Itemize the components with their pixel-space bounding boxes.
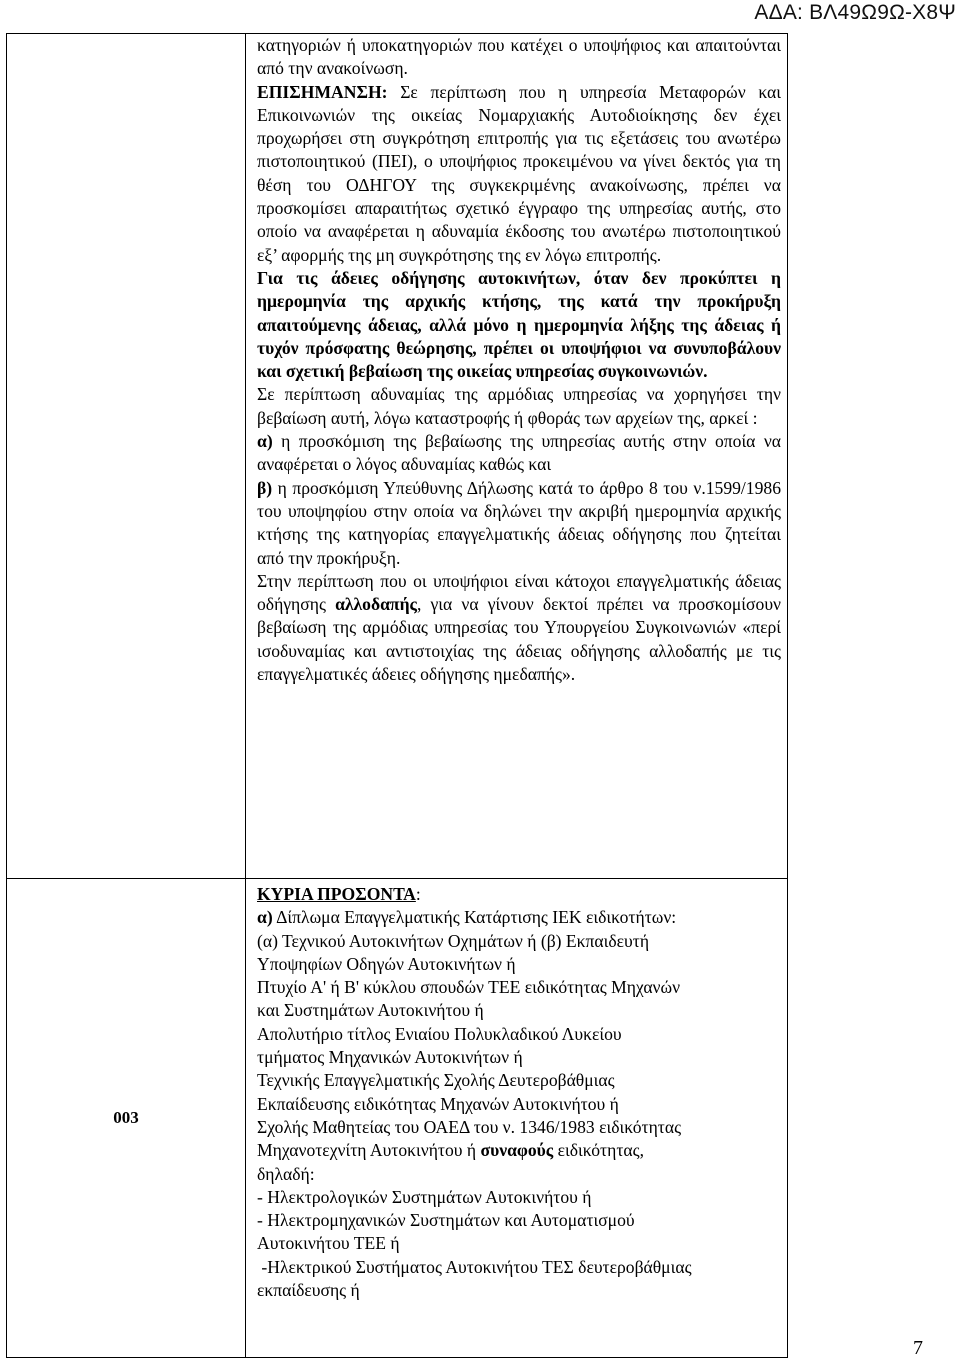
- inability-paragraph: Σε περίπτωση αδυναμίας της αρμόδιας υπηρεσίας να χορηγήσει την βεβαίωση αυτή, λόγω καταστροφής ή φθοράς των αρχείων της, αρκεί :: [257, 384, 781, 428]
- qualification-line: - Ηλεκτρομηχανικών Συστημάτων και Αυτοματισμού: [257, 1210, 635, 1231]
- position-code-cell: 003: [7, 879, 246, 1358]
- qualification-line: εκπαίδευσης ή: [257, 1280, 360, 1301]
- qualification-line: Μηχανοτεχνίτη Αυτοκινήτου ή συναφούς ειδικότητας,: [257, 1140, 644, 1161]
- qualification-line: (α) Τεχνικού Αυτοκινήτων Οχημάτων ή (β) Εκπαιδευτή: [257, 930, 650, 951]
- qualification-line: -Ηλεκτρικού Συστήματος Αυτοκινήτου ΤΕΣ δευτεροβάθμιας: [257, 1256, 692, 1277]
- main-qualifications-heading: ΚΥΡΙΑ ΠΡΟΣΟΝΤΑ:: [257, 884, 421, 904]
- qualification-line: Υποψηφίων Οδηγών Αυτοκινήτων ή: [257, 953, 516, 974]
- ada-code: ΑΔΑ: ΒΛ49Ω9Ω-Χ8Ψ: [754, 1, 956, 24]
- qualification-line: και Συστημάτων Αυτοκινήτου ή: [257, 1000, 484, 1021]
- qualification-line: Εκπαίδευσης ειδικότητας Μηχανών Αυτοκινήτου ή: [257, 1093, 619, 1114]
- qualification-line: Τεχνικής Επαγγελματικής Σχολής Δευτεροβάθμιας: [257, 1070, 615, 1091]
- position-code-cell: [7, 34, 246, 879]
- page-number: 7: [913, 1337, 923, 1359]
- table-row: [7, 879, 788, 1358]
- qualification-line: Σχολής Μαθητείας του ΟΑΕΔ του ν. 1346/1983 ειδικότητας: [257, 1116, 682, 1137]
- licence-date-paragraph: Για τις άδειες οδήγησης αυτοκινήτων, όταν δεν προκύπτει η ημερομηνία της αρχικής κτήσης, της κατά την προκήρυξη απαιτούμενης άδειας, αλλά μόνο η ημερομηνία λήξης της άδειας ή τυχόν πρόσφατης θεώρησης, πρέπει οι υποψήφιοι να συνυποβάλουν και σχετική βεβαίωση της οικείας υπηρεσίας συγκοινωνιών.: [257, 267, 781, 382]
- qualification-line: α) Δίπλωμα Επαγγελματικής Κατάρτισης ΙΕΚ ειδικοτήτων:: [257, 907, 677, 928]
- qualification-line: Απολυτήριο τίτλος Ενιαίου Πολυκλαδικού Λυκείου: [257, 1023, 622, 1044]
- option-a-paragraph: α) η προσκόμιση της βεβαίωσης της υπηρεσίας αυτής στην οποία να αναφέρεται ο λόγος αδυναμίας καθώς και: [257, 431, 781, 475]
- intro-paragraph: κατηγοριών ή υποκατηγοριών που κατέχει ο υποψήφιος και απαιτούνται από την ανακοίνωση.: [257, 35, 781, 79]
- qualification-line: Πτυχίο Α' ή Β' κύκλου σπουδών ΤΕΕ ειδικότητας Μηχανών: [257, 977, 681, 998]
- qualification-line: τμήματος Μηχανικών Αυτοκινήτων ή: [257, 1047, 523, 1068]
- notice-label: ΕΠΙΣΗΜΑΝΣΗ:: [257, 81, 388, 102]
- table-row: [7, 34, 788, 879]
- qualification-line: Αυτοκινήτου ΤΕΕ ή: [257, 1233, 400, 1254]
- notice-paragraph: ΕΠΙΣΗΜΑΝΣΗ: Σε περίπτωση που η υπηρεσία Μεταφορών και Επικοινωνιών της οικείας Νομαρχιακής Αυτοδιοίκησης δεν έχει προχωρήσει στη συγκρότηση επιτροπής για τις εξετάσεις του ανωτέρω πιστοποιητικού (ΠΕΙ), ο υποψήφιος προκειμένου να γίνει δεκτός για τη θέση του ΟΔΗΓΟΥ της συγκεκριμένης ανακοίνωσης, πρέπει να προσκομίσει απαραιτήτως σχετικό έγγραφο της υπηρεσίας αυτής, στο οποίο να αναφέρεται η αδυναμία έκδοσης του ανωτέρω πιστοποιητικού εξ’ αφορμής της μη συγκρότησης της εν λόγω επιτροπής.: [257, 81, 781, 265]
- option-b-paragraph: β) η προσκόμιση Υπεύθυνης Δήλωσης κατά το άρθρο 8 του ν.1599/1986 του υποψηφίου στην οποία να δηλώνει την ακριβή ημερομηνία αρχικής κτήσης της κατηγορίας επαγγελματικής άδειας οδήγησης που ζητείται από την προκήρυξη.: [257, 477, 781, 568]
- requirements-cell: [246, 34, 788, 879]
- requirements-cell: [246, 879, 788, 1358]
- qualification-line: - Ηλεκτρολογικών Συστημάτων Αυτοκινήτου ή: [257, 1186, 592, 1207]
- qualification-line: δηλαδή:: [257, 1163, 315, 1184]
- qualifications-table: [6, 33, 788, 1358]
- foreign-licence-paragraph: Στην περίπτωση που οι υποψήφιοι είναι κάτοχοι επαγγελματικής άδειας οδήγησης αλλοδαπής, για να γίνουν δεκτοί πρέπει να προσκομίσουν βεβαίωση της αρμόδιας υπηρεσίας του Υπουργείου Συγκοινωνιών «περί ισοδυναμίας και αντιστοιχίας της άδειας οδήγησης αλλοδαπής με τις επαγγελματικές άδειες οδήγησης ημεδαπής».: [257, 570, 781, 685]
